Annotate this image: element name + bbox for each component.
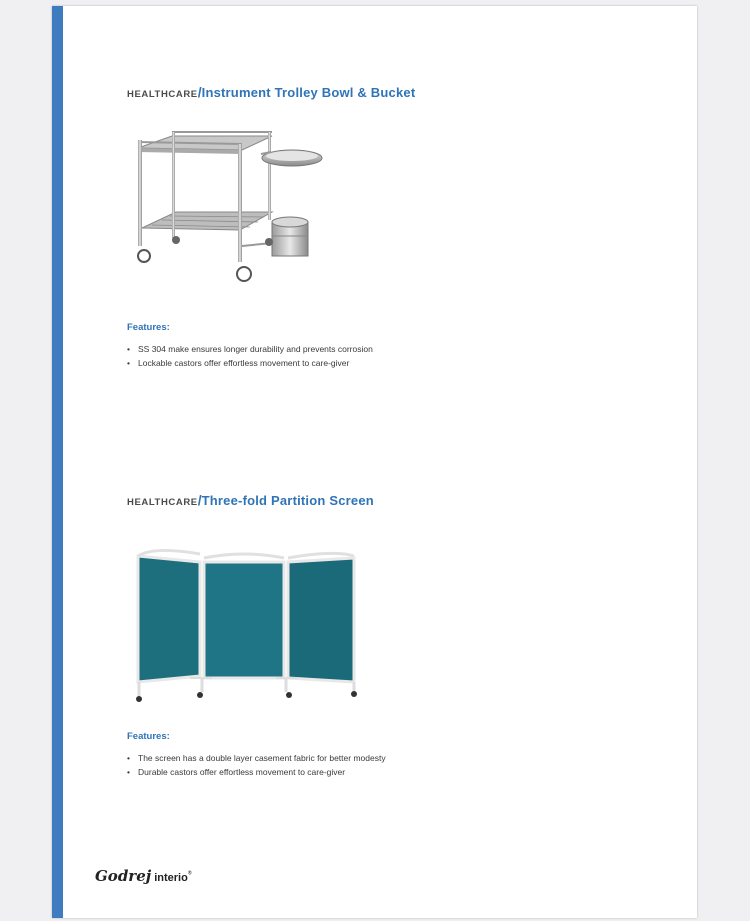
section-heading-screen (127, 492, 374, 510)
feature-item: • Lockable castors offer effortless movement to care-giver (127, 356, 373, 370)
document-page (52, 6, 697, 918)
godrej-interio-logo (95, 867, 192, 886)
heading-separator: / (197, 84, 202, 100)
category-label: HEALTHCARE (127, 89, 198, 100)
features-list (127, 751, 386, 779)
features-label: Features: (127, 731, 170, 742)
feature-item: • SS 304 make ensures longer durability and prevents corrosion (127, 342, 373, 356)
feature-item: • The screen has a double layer casement fabric for better modesty (127, 751, 386, 765)
brand-script: Godrej (95, 867, 152, 885)
features-list (127, 342, 373, 370)
product-title: Instrument Trolley Bowl & Bucket (201, 85, 416, 100)
section-heading-trolley (127, 84, 415, 102)
feature-item: • Durable castors offer effortless movement to care-giver (127, 765, 386, 779)
partition-screen-product-image (134, 544, 359, 704)
product-title: Three-fold Partition Screen (201, 493, 374, 508)
left-accent-stripe (52, 6, 63, 918)
features-label: Features: (127, 322, 170, 333)
brand-name: interio (154, 872, 188, 884)
registered-mark: ® (187, 870, 192, 877)
heading-separator: / (197, 492, 202, 508)
trolley-product-image (132, 124, 327, 284)
category-label: HEALTHCARE (127, 497, 198, 508)
